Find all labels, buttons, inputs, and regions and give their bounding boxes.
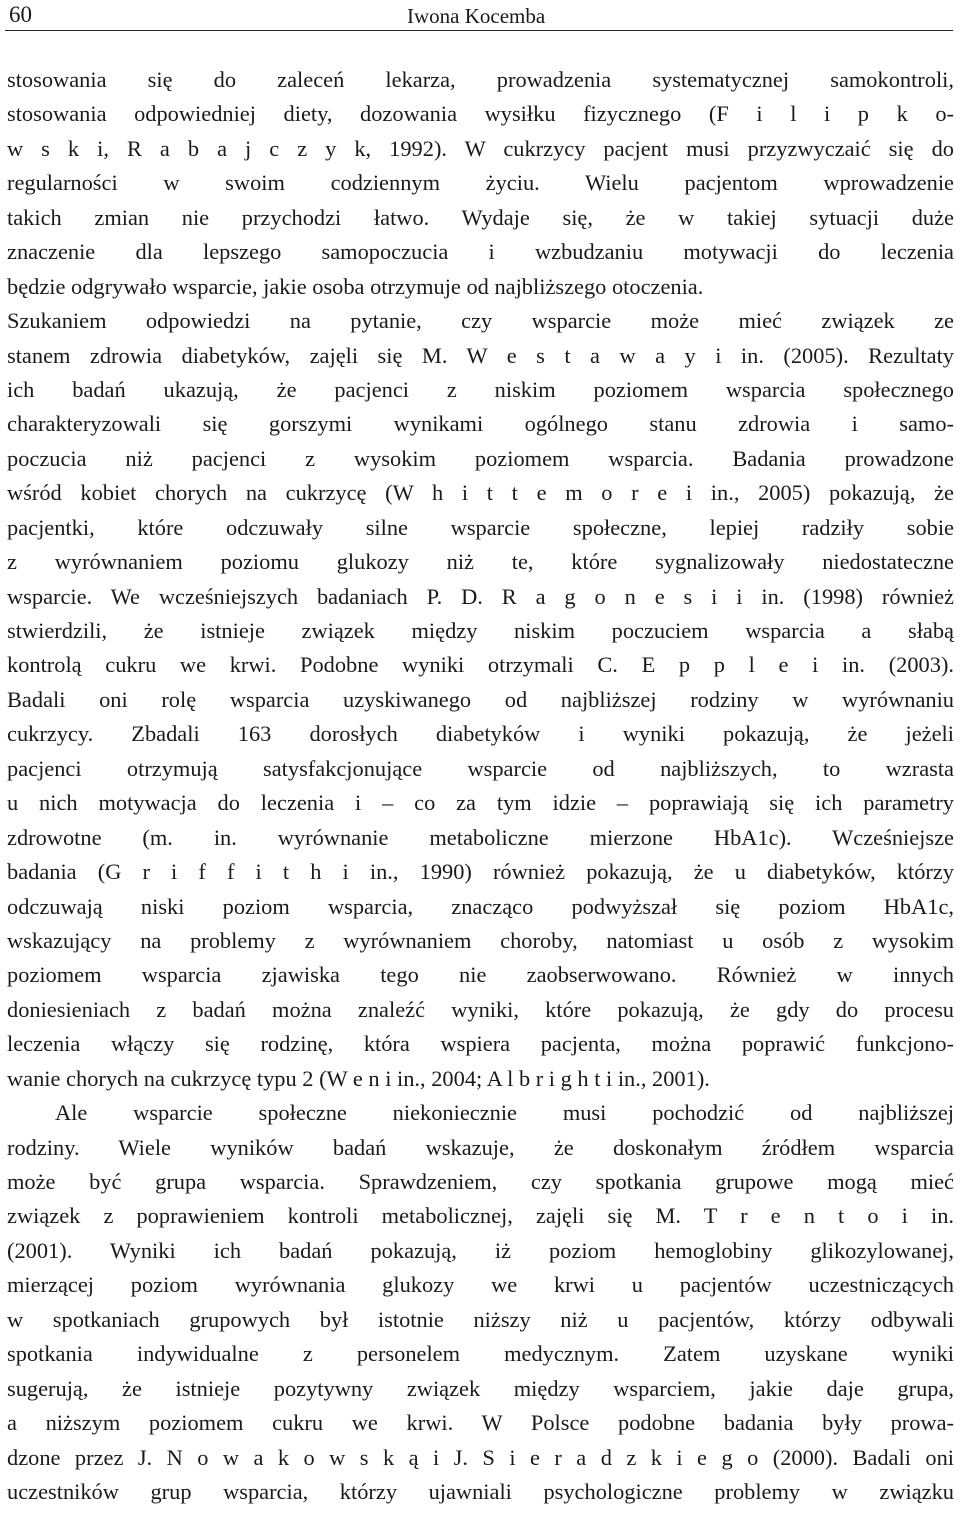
text-line: rodziny. Wiele wyników badań wskazuje, że doskonałym źródłem wsparcia — [7, 1134, 954, 1160]
text-line: wskazujący na problemy z wyrównaniem choroby, natomiast u osób z wysokim — [7, 927, 954, 953]
text-line: sugerują, że istnieje pozytywny związek między wsparciem, jakie daje grupa, — [7, 1375, 954, 1401]
text-line: stwierdzili, że istnieje związek między niskim poczuciem wsparcia a słabą — [7, 618, 954, 643]
text-line: Ale wsparcie społeczne niekoniecznie musi pochodzić od najbliższej — [55, 1100, 954, 1126]
text-line: w spotkaniach grupowych był istotnie niższy niż u pacjentów, którzy odbywali — [7, 1306, 954, 1332]
body-text — [7, 63, 954, 1509]
text-line: a niższym poziomem cukru we krwi. W Polsce podobne badania były prowa- — [7, 1410, 954, 1436]
text-line: poziomem wsparcia zjawiska tego nie zaobserwowano. Również w innych — [7, 962, 954, 988]
text-line: charakteryzowali się gorszymi wynikami ogólnego stanu zdrowia i samo- — [7, 411, 954, 437]
text-line: Badali oni rolę wsparcia uzyskiwanego od najbliższej rodziny w wyrównaniu — [7, 686, 954, 712]
text-line: leczenia włączy się rodzinę, która wspiera pacjenta, można poprawić funkcjono- — [7, 1031, 954, 1057]
page-number: 60 — [9, 2, 32, 27]
text-line: pacjentki, które odczuwały silne wsparcie społeczne, lepiej radziły sobie — [7, 514, 954, 540]
text-line: związek z poprawieniem kontroli metabolicznej, zajęli się M. T r e n t o i in. — [7, 1203, 954, 1229]
text-line: wśród kobiet chorych na cukrzycę (W h i t t e m o r e i in., 2005) pokazują, że — [7, 480, 954, 506]
text-line: stosowania odpowiedniej diety, dozowania wysiłku fizycznego (F i l i p k o- — [7, 101, 954, 127]
text-line: ich badań ukazują, że pacjenci z niskim poziomem wsparcia społecznego — [7, 376, 954, 402]
text-line: (2001). Wyniki ich badań pokazują, iż poziom hemoglobiny glikozylowanej, — [7, 1237, 954, 1263]
text-line: zdrowotne (m. in. wyrównanie metaboliczne mierzone HbA1c). Wcześniejsze — [7, 824, 954, 850]
text-line: wanie chorych na cukrzycę typu 2 (W e n i in., 2004; A l b r i g h t i in., 2001). — [7, 1065, 710, 1091]
text-line: mierzącej poziom wyrównania glukozy we krwi u pacjentów uczestniczących — [7, 1272, 954, 1298]
text-line: uczestników grup wsparcia, którzy ujawniali psychologiczne problemy w związku — [7, 1478, 954, 1504]
text-line: wsparcie. We wcześniejszych badaniach P. D. R a g o n e s i i in. (1998) również — [7, 583, 954, 609]
page-header — [5, 0, 953, 31]
text-line: znaczenie dla lepszego samopoczucia i wzbudzaniu motywacji do leczenia — [7, 239, 954, 265]
text-line: stosowania się do zaleceń lekarza, prowadzenia systematycznej samokontroli, — [7, 67, 954, 92]
text-line: w s k i, R a b a j c z y k, 1992). W cukrzycy pacjent musi przyzwyczaić się do — [7, 135, 954, 161]
text-line: z wyrównaniem poziomu glukozy niż te, które sygnalizowały niedostateczne — [7, 549, 954, 575]
text-line: cukrzycy. Zbadali 163 dorosłych diabetyków i wyniki pokazują, że jeżeli — [7, 721, 954, 747]
text-line: u nich motywacja do leczenia i – co za tym idzie – poprawiają się ich parametry — [7, 790, 954, 816]
text-line: stanem zdrowia diabetyków, zajęli się M. W e s t a w a y i in. (2005). Rezultaty — [7, 342, 954, 368]
text-line: może być grupa wsparcia. Sprawdzeniem, czy spotkania grupowe mogą mieć — [7, 1169, 954, 1194]
text-line: kontrolą cukru we krwi. Podobne wyniki otrzymali C. E p p l e i in. (2003). — [7, 652, 954, 678]
text-line: regularności w swoim codziennym życiu. Wielu pacjentom wprowadzenie — [7, 170, 954, 196]
text-line: odczuwają niski poziom wsparcia, znacząco podwyższał się poziom HbA1c, — [7, 893, 954, 919]
text-line: badania (G r i f f i t h i in., 1990) również pokazują, że u diabetyków, którzy — [7, 859, 954, 885]
text-line: takich zmian nie przychodzi łatwo. Wydaje się, że w takiej sytuacji duże — [7, 204, 954, 230]
text-line: dzone przez J. N o w a k o w s k ą i J. S i e r a d z k i e g o (2000). Badali oni — [7, 1444, 954, 1470]
text-line: pacjenci otrzymują satysfakcjonujące wsparcie od najbliższych, to wzrasta — [7, 755, 954, 781]
text-line: spotkania indywidualne z personelem medycznym. Zatem uzyskane wyniki — [7, 1341, 954, 1367]
text-line: doniesieniach z badań można znaleźć wyniki, które pokazują, że gdy do procesu — [7, 996, 954, 1022]
text-line: będzie odgrywało wsparcie, jakie osoba otrzymuje od najbliższego otoczenia. — [7, 273, 704, 299]
running-head-author: Iwona Kocemba — [407, 4, 546, 28]
text-line: poczucia niż pacjenci z wysokim poziomem wsparcia. Badania prowadzone — [7, 445, 954, 471]
text-line: Szukaniem odpowiedzi na pytanie, czy wsparcie może mieć związek ze — [7, 308, 954, 334]
